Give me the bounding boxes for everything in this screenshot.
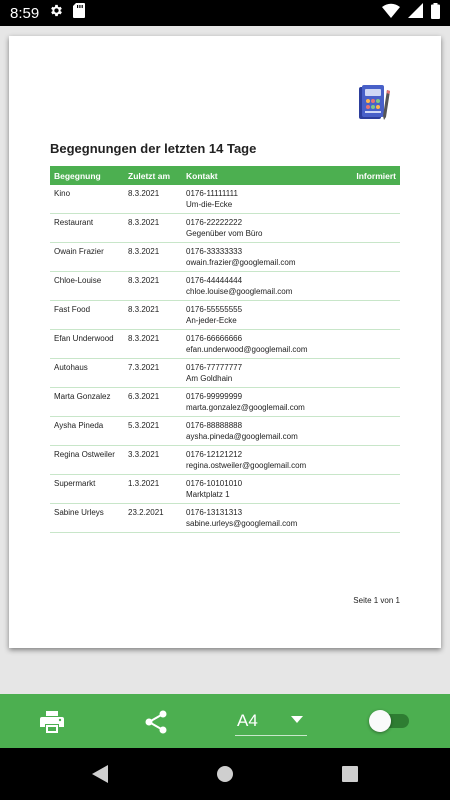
contact-phone: 0176-12121212 <box>186 450 243 459</box>
share-icon <box>145 710 167 734</box>
cell-encounter: Owain Frazier <box>54 247 104 256</box>
contact-detail: chloe.louise@googlemail.com <box>186 287 293 296</box>
contact-phone: 0176-99999999 <box>186 392 243 401</box>
print-button[interactable] <box>39 709 65 735</box>
cell-encounter: Restaurant <box>54 218 94 227</box>
cell-encounter: Supermarkt <box>54 479 96 488</box>
contact-detail: sabine.urleys@googlemail.com <box>186 519 298 528</box>
cell-contact <box>182 363 340 387</box>
status-bar <box>0 0 450 26</box>
encounters-table <box>50 166 400 533</box>
battery-icon <box>431 3 440 24</box>
contact-detail: aysha.pineda@googlemail.com <box>186 432 298 441</box>
cell-informed <box>340 392 400 416</box>
cell-date: 8.3.2021 <box>128 218 160 227</box>
table-row <box>50 504 400 533</box>
cell-informed <box>340 305 400 329</box>
cell-encounter: Sabine Urleys <box>54 508 104 517</box>
toggle-thumb <box>369 710 391 732</box>
toggle-switch[interactable] <box>369 710 411 732</box>
cell-contact <box>182 218 340 242</box>
navigation-bar <box>0 748 450 800</box>
cell-date: 8.3.2021 <box>128 334 160 343</box>
status-time: 8:59 <box>10 4 40 22</box>
cell-contact <box>182 479 340 503</box>
table-row <box>50 243 400 272</box>
table-row <box>50 272 400 301</box>
table-row <box>50 330 400 359</box>
cell-date: 1.3.2021 <box>128 479 160 488</box>
contact-detail: An-jeder-Ecke <box>186 316 237 325</box>
contact-phone: 0176-13131313 <box>186 508 243 517</box>
contact-phone: 0176-88888888 <box>186 421 243 430</box>
gear-icon <box>49 3 64 23</box>
contact-phone: 0176-77777777 <box>186 363 243 372</box>
recent-square-icon <box>342 766 358 782</box>
cell-contact <box>182 421 340 445</box>
contact-phone: 0176-10101010 <box>186 479 243 488</box>
cell-contact <box>182 508 340 532</box>
dropdown-arrow-icon <box>291 716 303 723</box>
cell-encounter: Autohaus <box>54 363 88 372</box>
cell-date: 5.3.2021 <box>128 421 160 430</box>
table-header <box>50 166 400 185</box>
document-page <box>9 36 441 648</box>
notebook-logo-icon <box>357 84 393 126</box>
contact-detail: Um-die-Ecke <box>186 200 233 209</box>
table-row <box>50 185 400 214</box>
signal-icon <box>408 3 423 23</box>
table-row <box>50 475 400 504</box>
cell-encounter: Regina Ostweiler <box>54 450 115 459</box>
cell-contact <box>182 334 340 358</box>
table-row <box>50 388 400 417</box>
contact-detail: owain.frazier@googlemail.com <box>186 258 296 267</box>
print-toolbar <box>0 694 450 748</box>
column-header-last-date: Zuletzt am <box>128 170 171 181</box>
table-row <box>50 301 400 330</box>
home-circle-icon <box>216 765 234 783</box>
contact-phone: 0176-66666666 <box>186 334 243 343</box>
document-title: Begegnungen der letzten 14 Tage <box>50 141 257 156</box>
page-number: Seite 1 von 1 <box>353 596 400 605</box>
cell-informed <box>340 218 400 242</box>
cell-contact <box>182 450 340 474</box>
column-header-informed: Informiert <box>356 170 396 181</box>
cell-date: 8.3.2021 <box>128 305 160 314</box>
contact-detail: efan.underwood@googlemail.com <box>186 345 308 354</box>
wifi-icon <box>382 3 400 23</box>
cell-encounter: Kino <box>54 189 71 198</box>
cell-encounter: Efan Underwood <box>54 334 114 343</box>
table-row <box>50 359 400 388</box>
column-header-contact: Kontakt <box>186 170 218 181</box>
contact-detail: regina.ostweiler@googlemail.com <box>186 461 307 470</box>
cell-date: 6.3.2021 <box>128 392 160 401</box>
cell-informed <box>340 421 400 445</box>
contact-detail: Marktplatz 1 <box>186 490 230 499</box>
contact-phone: 0176-33333333 <box>186 247 243 256</box>
sd-card-icon <box>73 3 85 23</box>
cell-encounter: Fast Food <box>54 305 91 314</box>
cell-contact <box>182 276 340 300</box>
cell-encounter: Chloe-Louise <box>54 276 102 285</box>
contact-detail: Gegenüber vom Büro <box>186 229 263 238</box>
paper-size-select[interactable] <box>235 706 307 736</box>
table-row <box>50 446 400 475</box>
contact-detail: marta.gonzalez@googlemail.com <box>186 403 305 412</box>
contact-detail: Am Goldhain <box>186 374 233 383</box>
cell-contact <box>182 305 340 329</box>
contact-phone: 0176-11111111 <box>186 189 238 198</box>
contact-phone: 0176-44444444 <box>186 276 243 285</box>
cell-informed <box>340 450 400 474</box>
paper-size-value: A4 <box>237 710 258 730</box>
column-header-encounter: Begegnung <box>54 170 101 181</box>
cell-contact <box>182 247 340 271</box>
print-preview-area[interactable] <box>0 26 450 694</box>
cell-informed <box>340 363 400 387</box>
cell-date: 23.2.2021 <box>128 508 164 517</box>
printer-icon <box>40 711 64 733</box>
recent-apps-button[interactable] <box>340 764 360 784</box>
cell-informed <box>340 479 400 503</box>
cell-informed <box>340 276 400 300</box>
contact-phone: 0176-22222222 <box>186 218 243 227</box>
contact-phone: 0176-55555555 <box>186 305 243 314</box>
share-button[interactable] <box>143 709 169 735</box>
cell-date: 3.3.2021 <box>128 450 160 459</box>
home-button[interactable] <box>215 764 235 784</box>
cell-contact <box>182 392 340 416</box>
cell-informed <box>340 247 400 271</box>
back-button[interactable] <box>90 764 110 784</box>
cell-contact <box>182 189 340 213</box>
cell-informed <box>340 334 400 358</box>
cell-encounter: Marta Gonzalez <box>54 392 111 401</box>
table-row <box>50 417 400 446</box>
cell-date: 8.3.2021 <box>128 189 160 198</box>
cell-date: 8.3.2021 <box>128 276 160 285</box>
cell-date: 7.3.2021 <box>128 363 160 372</box>
table-row <box>50 214 400 243</box>
cell-date: 8.3.2021 <box>128 247 160 256</box>
cell-informed <box>340 508 400 532</box>
cell-informed <box>340 189 400 213</box>
back-triangle-icon <box>92 765 108 783</box>
cell-encounter: Aysha Pineda <box>54 421 104 430</box>
